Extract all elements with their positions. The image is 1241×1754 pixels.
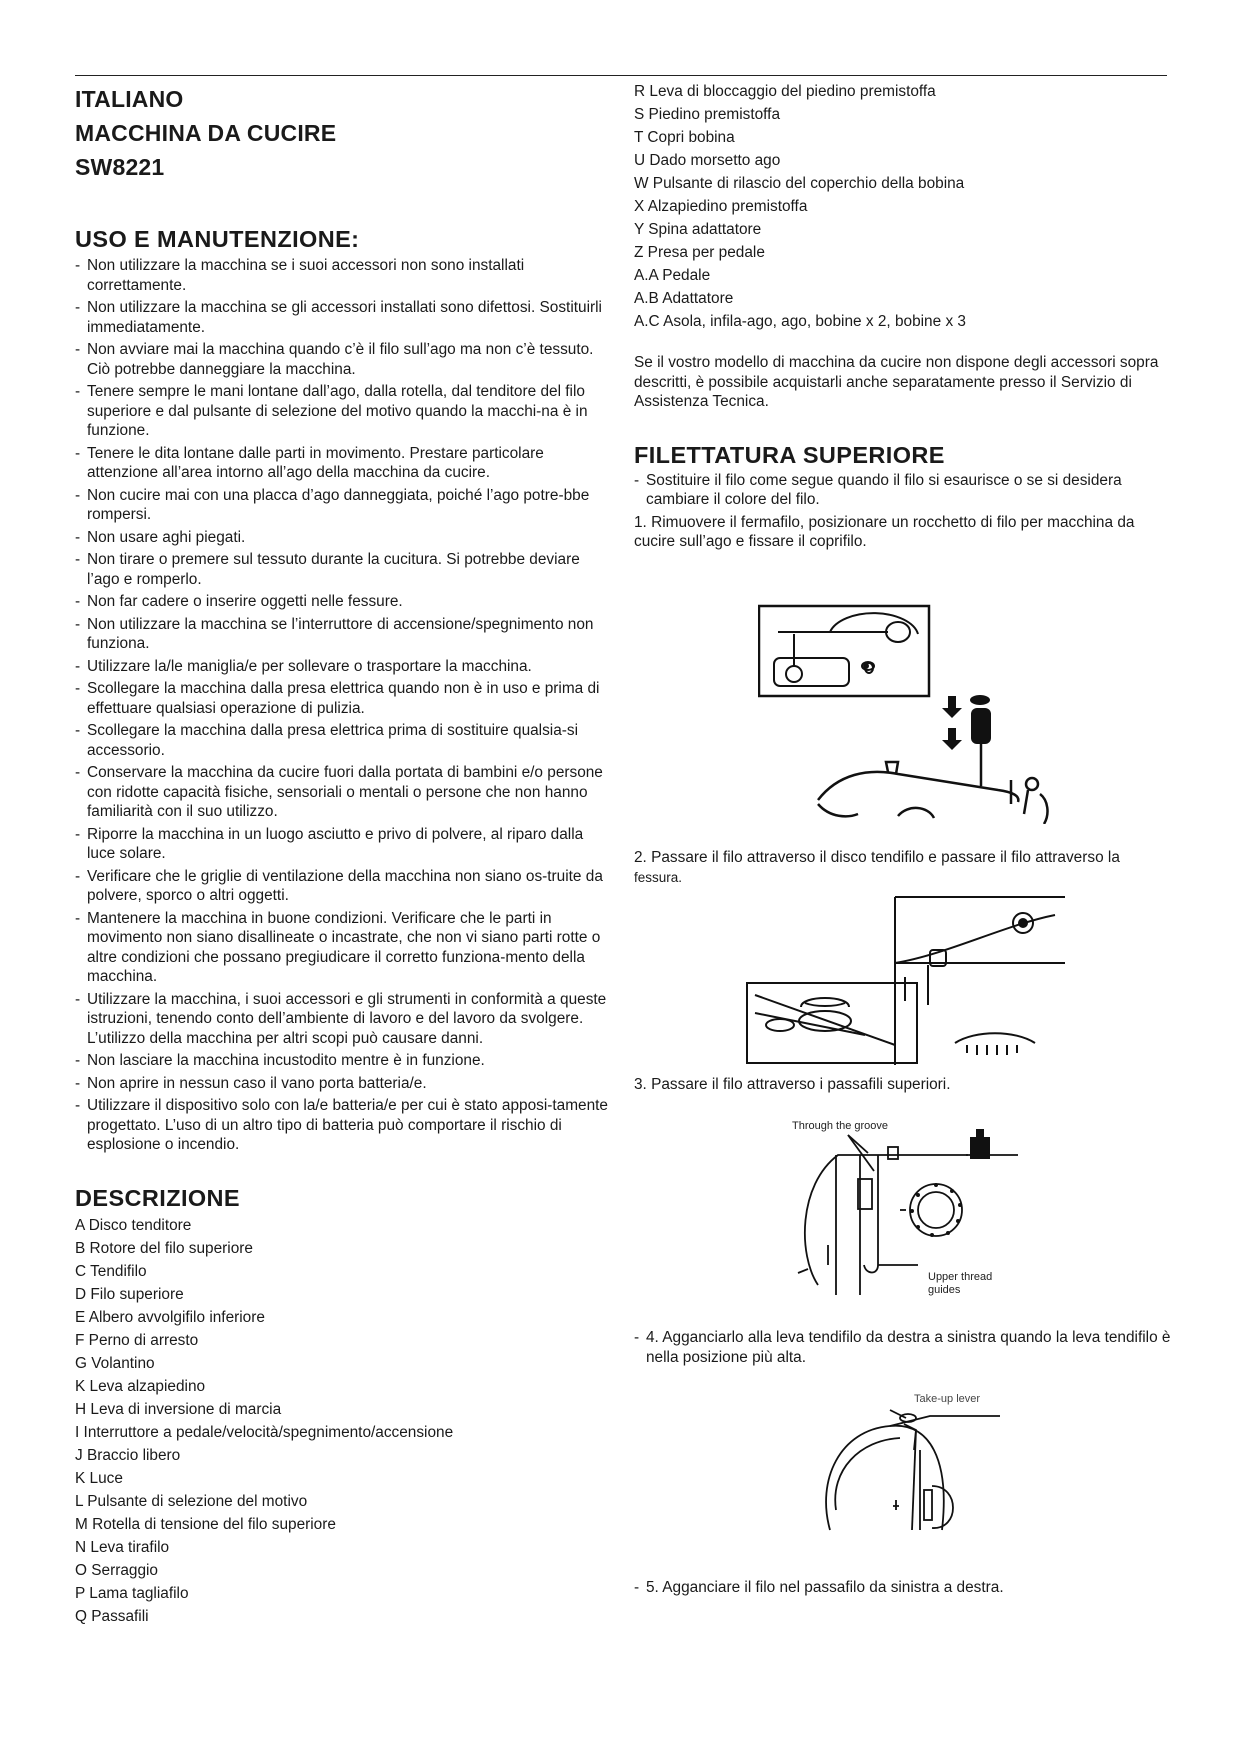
spool-pin-illustration: [758, 604, 1058, 824]
parts-list-left: [75, 1214, 610, 1628]
usage-list-item: - Scollegare la macchina dalla presa elettrica prima di sostituire qualsia-si accessorio.: [75, 721, 610, 760]
parts-list-item: K Luce: [75, 1469, 123, 1487]
language-title: ITALIANO: [75, 86, 184, 112]
parts-list-item: Z Presa per pedale: [634, 244, 765, 261]
figure-take-up-lever: [820, 1390, 1000, 1540]
usage-list-item: - Utilizzare la/le maniglia/e per sollevare o trasportare la macchina.: [75, 657, 610, 677]
usage-heading: USO E MANUTENZIONE:: [75, 226, 360, 252]
step-1: 1. Rimuovere il fermafilo, posizionare un rocchetto di filo per macchina da cucire sull’ago e fissare il coprifilo.: [634, 513, 1135, 550]
parts-list-item: H Leva di inversione di marcia: [75, 1400, 282, 1418]
parts-list-item: Y Spina adattatore: [634, 221, 762, 238]
parts-list-item: A.A Pedale: [634, 267, 711, 284]
parts-list-item: X Alzapiedino premistoffa: [634, 198, 808, 215]
figure-tension-disc: [745, 895, 1065, 1065]
usage-list-item: - Tenere le dita lontane dalle parti in movimento. Prestare particolare attenzione all’area intorno all’ago della macchina da cucire.: [75, 444, 610, 483]
parts-list-item: C Tendifilo: [75, 1262, 147, 1280]
step-2-line2: fessura.: [634, 869, 683, 885]
usage-list-item: - Scollegare la macchina dalla presa elettrica quando non è in uso e prima di effettuare qualsiasi operazione di pulizia.: [75, 679, 610, 718]
accessories-note: Se il vostro modello di macchina da cucire non dispone degli accessori sopra descritti, è possibile acquistarli anche separatamente presso il Servizio di Assistenza Tecnica.: [634, 354, 1159, 410]
step-4-list: [634, 1328, 1174, 1370]
model-title: SW8221: [75, 154, 165, 180]
label-through-groove: Through the groove: [792, 1120, 889, 1132]
parts-list-item: E Albero avvolgifilo inferiore: [75, 1308, 265, 1326]
parts-list-item: D Filo superiore: [75, 1285, 184, 1303]
usage-list-item: - Riporre la macchina in un luogo asciutto e privo di polvere, al riparo dalla luce solare.: [75, 825, 610, 864]
description-heading: DESCRIZIONE: [75, 1184, 240, 1211]
label-upper-thread-2: guides: [928, 1284, 961, 1296]
parts-list-item: J Braccio libero: [75, 1446, 181, 1464]
usage-list-item: - Non cucire mai con una placca d’ago danneggiata, poiché l’ago potre-bbe rompersi.: [75, 486, 610, 525]
step-2-line1: 2. Passare il filo attraverso il disco tendifilo e passare il filo attraverso la: [634, 849, 1120, 866]
parts-list-item: B Rotore del filo superiore: [75, 1239, 253, 1257]
parts-list-item: W Pulsante di rilascio del coperchio della bobina: [634, 175, 965, 192]
usage-list-item: - Non lasciare la macchina incustodito mentre è in funzione.: [75, 1051, 610, 1071]
parts-list-item: Q Passafili: [75, 1607, 149, 1625]
thread-guides-illustration: [788, 1115, 1018, 1305]
product-title: MACCHINA DA CUCIRE: [75, 120, 337, 146]
usage-list-item: - Non tirare o premere sul tessuto durante la cucitura. Si potrebbe deviare l’ago e romperlo.: [75, 550, 610, 589]
parts-list-item: A.C Asola, infila-ago, ago, bobine x 2, bobine x 3: [634, 313, 966, 330]
parts-list-item: S Piedino premistoffa: [634, 106, 781, 123]
step-3: 3. Passare il filo attraverso i passafili superiori.: [634, 1076, 951, 1093]
top-rule: [75, 75, 1167, 76]
usage-list-item: - Non utilizzare la macchina se l’interruttore di accensione/spegnimento non funziona.: [75, 615, 610, 654]
step-4: - 4. Agganciarlo alla leva tendifilo da destra a sinistra quando la leva tendifilo è nella posizione più alta.: [634, 1328, 1174, 1367]
usage-list-item: - Utilizzare la macchina, i suoi accessori e gli strumenti in conformità a queste istruzioni, tenendo conto dell’ambiente di lavoro e del lavoro da svolgere. L’utilizzo della macchina per altri scopi può causare danni.: [75, 990, 610, 1049]
usage-list-item: - Verificare che le griglie di ventilazione della macchina non siano os-truite da polvere, sporco o altri oggetti.: [75, 867, 610, 906]
usage-list-item: - Utilizzare il dispositivo solo con la/e batteria/e per cui è stato apposi-tamente progettato. L’uso di un altro tipo di batteria può comportare il rischio di esplosione o incendio.: [75, 1096, 610, 1155]
parts-list-item: F Perno di arresto: [75, 1331, 199, 1349]
threading-intro-list: [634, 471, 1169, 510]
right-column: [634, 80, 1169, 552]
step-5: - 5. Agganciare il filo nel passafilo da sinistra a destra.: [634, 1578, 1174, 1598]
tension-disc-illustration: [745, 895, 1065, 1065]
label-upper-thread-1: Upper thread: [928, 1271, 993, 1283]
usage-list: [75, 256, 610, 1155]
threading-intro: - Sostituire il filo come segue quando il filo si esaurisce o se si desidera cambiare il colore del filo.: [634, 471, 1169, 510]
parts-list-item: L Pulsante di selezione del motivo: [75, 1492, 308, 1510]
step-2: [634, 848, 1174, 887]
parts-list-item: R Leva di bloccaggio del piedino premistoffa: [634, 83, 936, 100]
figure-thread-guides: [788, 1115, 1018, 1305]
parts-list-item: G Volantino: [75, 1354, 155, 1372]
parts-list-item: M Rotella di tensione del filo superiore: [75, 1515, 336, 1533]
usage-list-item: - Non usare aghi piegati.: [75, 528, 610, 548]
take-up-lever-illustration: [820, 1390, 1000, 1540]
figure-spool-pin: [758, 604, 1058, 824]
parts-list-item: A Disco tenditore: [75, 1216, 192, 1234]
document-header: [75, 84, 610, 182]
usage-list-item: - Non utilizzare la macchina se i suoi accessori non sono installati correttamente.: [75, 256, 610, 295]
parts-list-item: I Interruttore a pedale/velocità/spegnimento/accensione: [75, 1423, 454, 1441]
label-take-up-lever: Take-up lever: [914, 1393, 981, 1405]
usage-list-item: - Non avviare mai la macchina quando c’è il filo sull’ago ma non c’è tessuto. Ciò potrebbe danneggiare la macchina.: [75, 340, 610, 379]
usage-list-item: - Mantenere la macchina in buone condizioni. Verificare che le parti in movimento non siano disallineate o incastrate, che non vi siano parti rotte o altre condizioni che possano pregiudicare il corretto funziona-mento della macchina.: [75, 909, 610, 987]
parts-list-item: T Copri bobina: [634, 129, 735, 146]
step-5-list: [634, 1578, 1174, 1601]
parts-list-item: A.B Adattatore: [634, 290, 734, 307]
usage-list-item: - Conservare la macchina da cucire fuori dalla portata di bambini e/o persone con ridotte capacità fisiche, sensoriali o mentali o persone che non hanno familiarità con il suo utilizzo.: [75, 763, 610, 822]
parts-list-item: N Leva tirafilo: [75, 1538, 170, 1556]
usage-list-item: - Non far cadere o inserire oggetti nelle fessure.: [75, 592, 610, 612]
left-column: [75, 80, 610, 1628]
parts-list-item: O Serraggio: [75, 1561, 158, 1579]
parts-list-right: [634, 80, 1169, 333]
threading-heading: FILETTATURA SUPERIORE: [634, 441, 945, 468]
parts-list-item: K Leva alzapiedino: [75, 1377, 206, 1395]
parts-list-item: P Lama tagliafilo: [75, 1584, 189, 1602]
usage-list-item: - Non aprire in nessun caso il vano porta batteria/e.: [75, 1074, 610, 1094]
usage-list-item: - Tenere sempre le mani lontane dall’ago, dalla rotella, dal tenditore del filo superiore e dal pulsante di selezione del motivo quando la macchi-na è in funzione.: [75, 382, 610, 441]
usage-list-item: - Non utilizzare la macchina se gli accessori installati sono difettosi. Sostituirli immediatamente.: [75, 298, 610, 337]
parts-list-item: U Dado morsetto ago: [634, 152, 781, 169]
